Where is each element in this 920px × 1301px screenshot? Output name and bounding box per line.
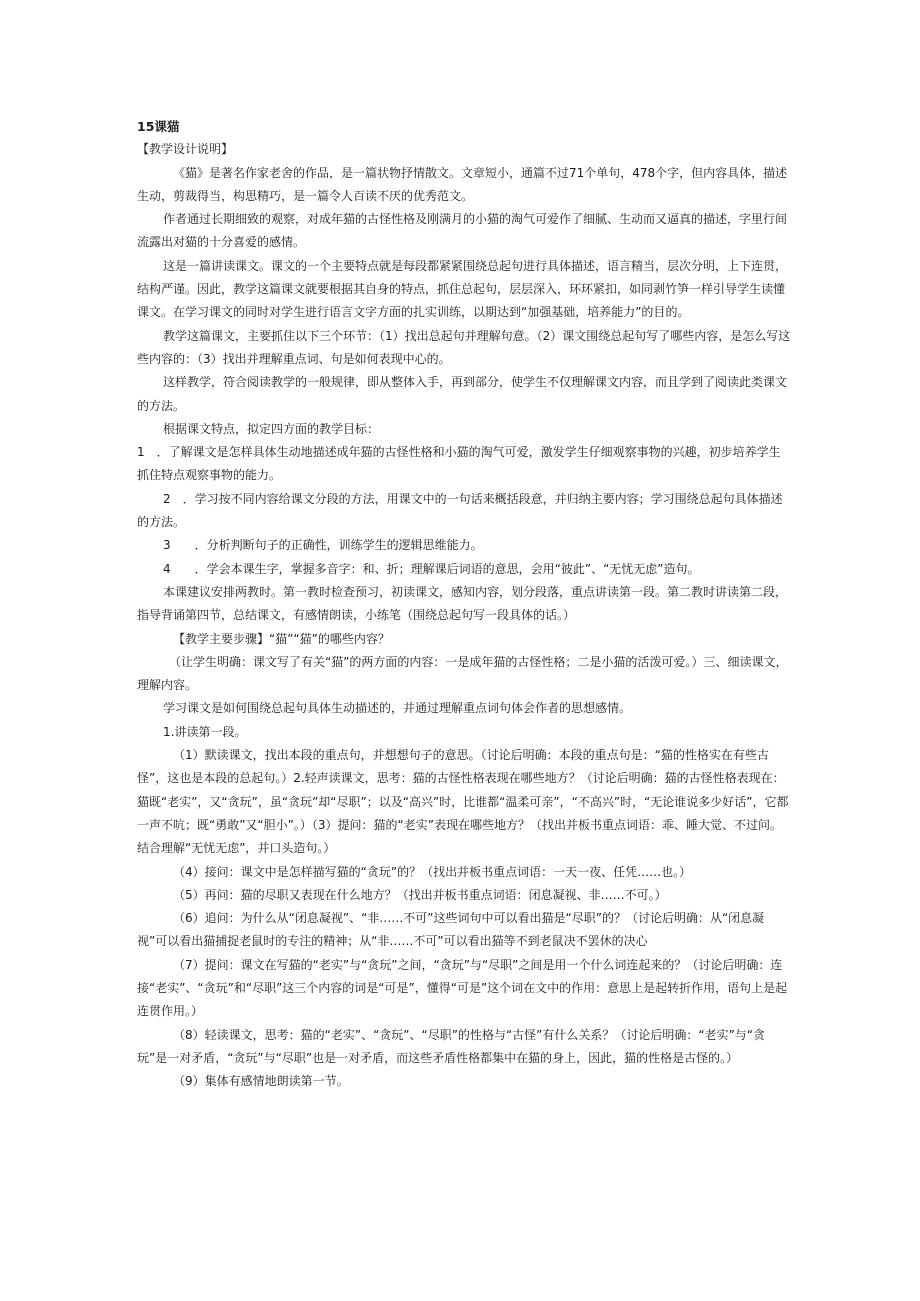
document-body [137, 115, 791, 1093]
paragraph-three-steps: 教学这篇课文，主要抓住以下三个环节：（1）找出总起句并理解句意。（2）课文围绕总起句写了哪些内容，是怎么写这些内容的：（3）找出并理解重点词、句是如何表现中心的。 [137, 328, 791, 366]
list-item: （9）集体有感情地朗读第一节。 [173, 1074, 349, 1089]
section-heading-main-steps: 【教学主要步骤】“猫”“猫”的哪些内容？ [173, 631, 390, 646]
list-item: （6）追问：为什么从“闭息凝视”、“非……不可”这些词句中可以看出猫是“尽职”的？（讨论后明确：从“闭息凝视”可以看出猫捕捉老鼠时的专注的精神；从“非……不可”可以看出猫等不到老鼠决不罢休的决心 [137, 911, 765, 949]
goal-item-4: 4 ．学会本课生字，掌握多音字：和、折；理解课后词语的意思，会用“彼此”、“无忧无虑”造句。 [163, 561, 700, 576]
subsection-first-paragraph: 1.讲读第一段。 [163, 724, 247, 739]
goal-item-2: 2 ．学习按不同内容给课文分段的方法，用课文中的一句话来概括段意，并归纳主要内容；学习围绕总起句具体描述的方法。 [137, 491, 783, 530]
paragraph-schedule: 本课建议安排两教时。第一教时检查预习，初读课文，感知内容，划分段落，重点讲读第一段。第二教时讲读第二段，指导背诵第四节，总结课文，有感情朗读，小练笔（围绕总起句写一段具体的话。） [137, 584, 788, 623]
paragraph-lesson-type: 这是一篇讲读课文。课文的一个主要特点就是每段都紧紧围绕总起句进行具体描述，语言精当，层次分明，上下连贯，结构严谨。因此，教学这篇课文就要根据其自身的特点，抓住总起句，层层深入，环环紧扣，如同剥竹笋一样引导学生读懂课文。在学习课文的同时对学生进行语言文字方面的扎实训练，以期达到“加强基础，培养能力”的目的。 [137, 258, 788, 320]
list-item: （4）接问：课文中是怎样描写猫的“贪玩”的？（找出并板书重点词语：一天一夜、任凭……也。） [173, 864, 692, 879]
study-intro: 学习课文是如何围绕总起句具体生动描述的，并通过理解重点词句体会作者的思想感情。 [163, 701, 632, 716]
list-item: （1）默读课文，找出本段的重点句，并想想句子的意思。（讨论后明确：本段的重点句是：“猫的性格实在有些古怪”，这也是本段的总起句。）2.轻声读课文，思考：猫的古怪性格表现在哪些地方？（讨论后明确：猫的古怪性格表现在：猫既“老实”，又“贪玩”，虽“贪玩”却“尽职”；以及“高兴”时，比谁都“温柔可亲”，“不高兴”时，“无论谁说多少好话”，它都一声不吭；既“勇敢”又“胆小”。）（3）提问：猫的“老实”表现在哪些地方？（找出并板书重点词语：乖、睡大觉、不过问。结合理解“无忧无虑”，并口头造句。） [137, 748, 789, 856]
paragraph-goals-intro: 根据课文特点，拟定四方面的教学目标： [163, 421, 380, 436]
list-item: （5）再问：猫的尽职又表现在什么地方？（找出并板书重点词语：闭息凝视、非……不可。） [173, 887, 667, 902]
list-item: （8）轻读课文，思考：猫的“老实”、“贪玩”、“尽职”的性格与“古怪”有什么关系？（讨论后明确：“老实”与“贪玩”是一对矛盾，“贪玩”与“尽职”也是一对矛盾，而这些矛盾性格都集中在猫的身上，因此，猫的性格是古怪的。） [137, 1027, 766, 1065]
goal-item-1: 1 ．了解课文是怎样具体生动地描述成年猫的古怪性格和小猫的淘气可爱，激发学生仔细观察事物的兴趣，初步培养学生抓住特点观察事物的能力。 [137, 445, 781, 483]
lesson-title: 15课猫 [137, 119, 180, 134]
paragraph-teaching-method: 这样教学，符合阅读教学的一般规律，即从整体入手，再到部分，使学生不仅理解课文内容，而且学到了阅读此类课文的方法。 [137, 375, 788, 413]
goal-item-3: 3 ．分析判断句子的正确性，训练学生的逻辑思维能力。 [163, 538, 483, 553]
list-item: （7）提问：课文在写猫的“老实”与“贪玩”之间，“贪玩”与“尽职”之间是用一个什么词连起来的？（讨论后明确：连接“老实”、“贪玩”和“尽职”这三个内容的词是“可是”，懂得“可是”这个词在文中的作用：意思上是起转折作用，语句上是起连贯作用。） [137, 957, 788, 1019]
section-heading-design-notes: 【教学设计说明】 [137, 142, 234, 157]
paragraph-intro: 《猫》是著名作家老舍的作品，是一篇状物抒情散文。文章短小，通篇不过71个单句，478个字，但内容具体，描述生动，剪裁得当，构思精巧，是一篇令人百读不厌的优秀范文。 [137, 165, 788, 203]
steps-note: （让学生明确：课文写了有关“猫”的两方面的内容：一是成年猫的古怪性格；二是小猫的活泼可爱。）三、细读课文，理解内容。 [137, 654, 788, 693]
paragraph-author-observation: 作者通过长期细致的观察，对成年猫的古怪性格及刚满月的小猫的淘气可爱作了细腻、生动而又逼真的描述，字里行间流露出对猫的十分喜爱的感情。 [137, 212, 788, 250]
